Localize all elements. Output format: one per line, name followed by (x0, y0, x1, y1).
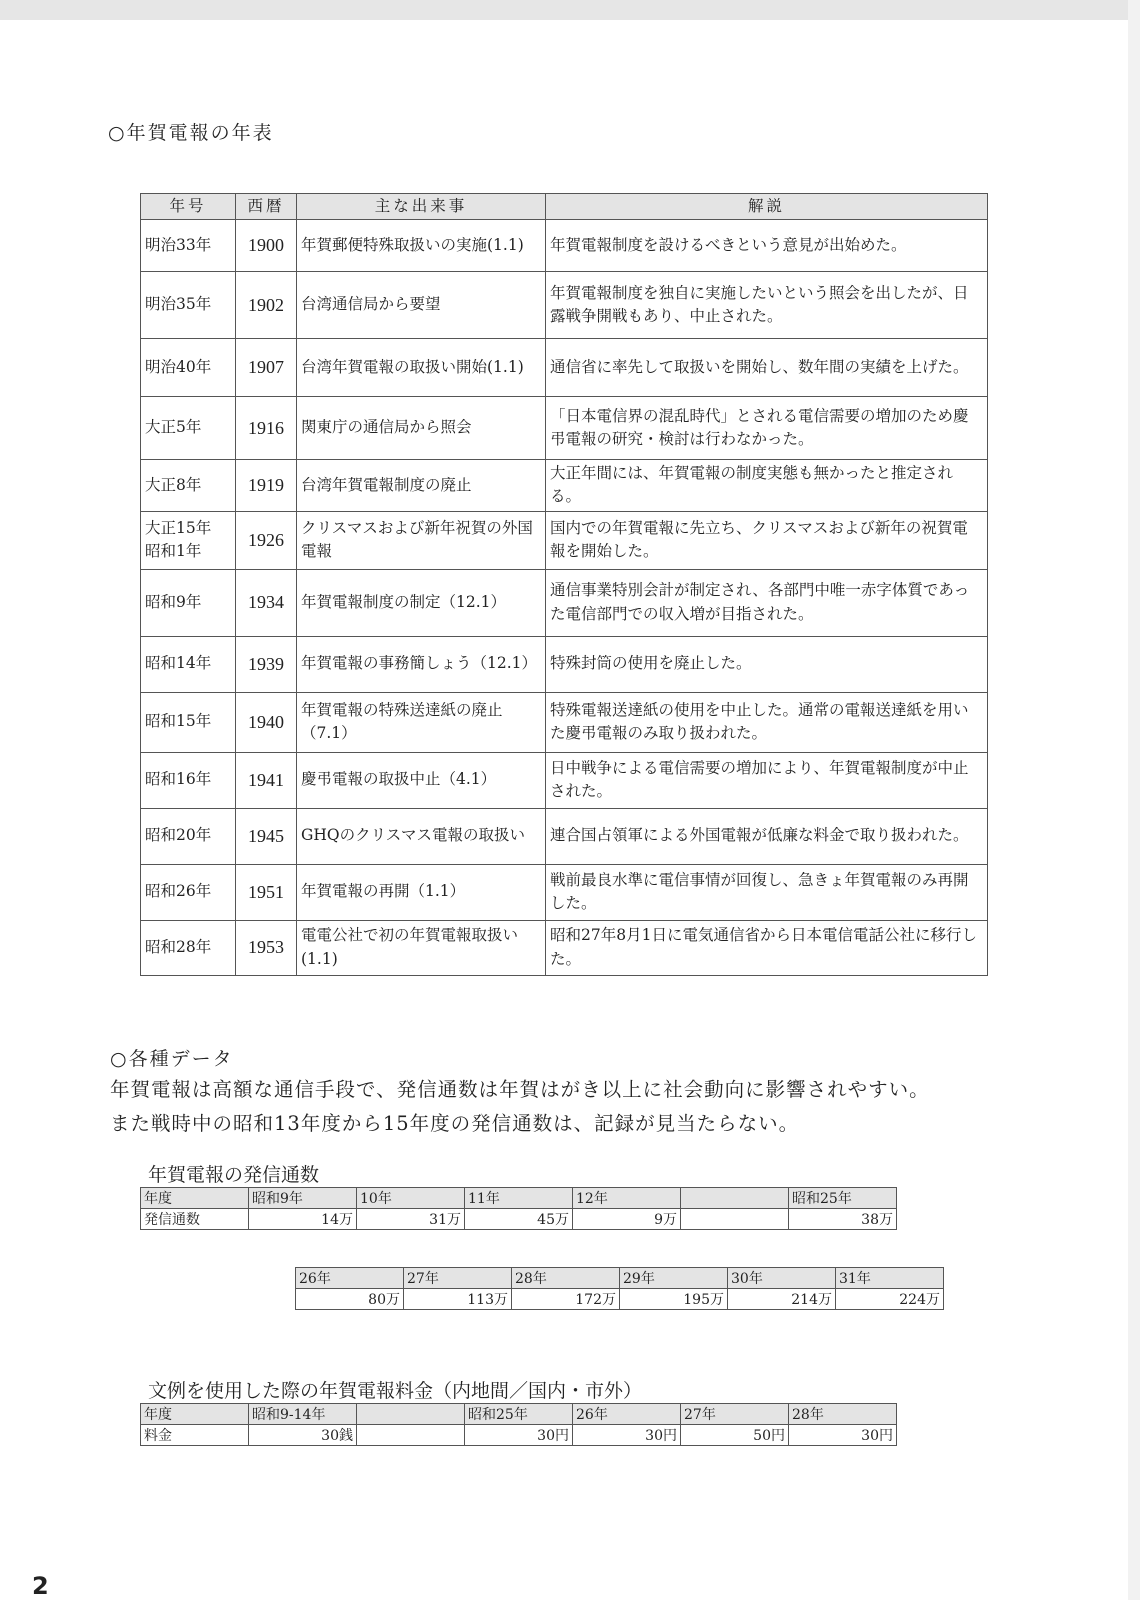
fees-value-cell: 30円 (789, 1425, 897, 1446)
fees-header-label: 年度 (141, 1404, 249, 1425)
timeline-era-cell: 昭和9年 (141, 569, 236, 636)
timeline-row (141, 272, 988, 339)
timeline-note-cell: 昭和27年8月1日に電気通信省から日本電信電話公社に移行した。 (546, 920, 988, 975)
counts-year-cell: 28年 (512, 1268, 620, 1289)
col-era: 年号 (141, 194, 236, 220)
timeline-row (141, 397, 988, 460)
fees-year-cell: 26年 (573, 1404, 681, 1425)
timeline-row (141, 511, 988, 569)
counts-year-cell: 26年 (296, 1268, 404, 1289)
col-note: 解説 (546, 194, 988, 220)
fees-value-cell: 30銭 (249, 1425, 357, 1446)
timeline-era-cell: 昭和26年 (141, 864, 236, 920)
timeline-note-cell: 特殊電報送達紙の使用を中止した。通常の電報送達紙を用いた慶弔電報のみ取り扱われた。 (546, 692, 988, 752)
counts-caption: 年賀電報の発信通数 (148, 1164, 320, 1186)
timeline-event-cell: 年賀電報の事務簡しょう（12.1） (297, 636, 546, 692)
timeline-era-cell: 昭和20年 (141, 808, 236, 864)
fees-value-cell: 30円 (573, 1425, 681, 1446)
counts-value-row (141, 1209, 897, 1230)
timeline-event-cell: 台湾年賀電報制度の廃止 (297, 460, 546, 512)
timeline-year-cell: 1941 (236, 752, 297, 808)
timeline-event-cell: 年賀電報制度の制定（12.1） (297, 569, 546, 636)
fees-value-cell (357, 1425, 465, 1446)
timeline-year-cell: 1940 (236, 692, 297, 752)
scan-right-edge (1128, 0, 1140, 1600)
timeline-era-cell: 昭和14年 (141, 636, 236, 692)
counts-year-cell: 30年 (728, 1268, 836, 1289)
timeline-row (141, 692, 988, 752)
counts-value-cell: 172万 (512, 1289, 620, 1310)
counts-value-row (296, 1289, 944, 1310)
counts-value-cell: 80万 (296, 1289, 404, 1310)
timeline-event-cell: 年賀郵便特殊取扱いの実施(1.1) (297, 220, 546, 272)
timeline-note-cell: 大正年間には、年賀電報の制度実態も無かったと推定される。 (546, 460, 988, 512)
data-paragraph-1: 年賀電報は高額な通信手段で、発信通数は年賀はがき以上に社会動向に影響されやすい。 (110, 1078, 930, 1101)
fees-year-cell: 昭和9-14年 (249, 1404, 357, 1425)
timeline-note-cell: 通信事業特別会計が制定され、各部門中唯一赤字体質であった電信部門での収入増が目指された。 (546, 569, 988, 636)
timeline-year-cell: 1953 (236, 920, 297, 975)
timeline-event-cell: 慶弔電報の取扱中止（4.1） (297, 752, 546, 808)
fees-caption: 文例を使用した際の年賀電報料金（内地間／国内・市外） (148, 1380, 643, 1402)
fees-year-row (141, 1404, 897, 1425)
counts-value-cell: 195万 (620, 1289, 728, 1310)
counts-value-label: 発信通数 (141, 1209, 249, 1230)
timeline-row (141, 460, 988, 512)
fees-year-cell: 27年 (681, 1404, 789, 1425)
timeline-era-cell: 大正15年 昭和1年 (141, 511, 236, 569)
timeline-era-cell: 大正8年 (141, 460, 236, 512)
timeline-year-cell: 1926 (236, 511, 297, 569)
counts-table-2 (295, 1267, 944, 1310)
timeline-table (140, 193, 988, 976)
timeline-note-cell: 年賀電報制度を設けるべきという意見が出始めた。 (546, 220, 988, 272)
counts-value-cell: 45万 (465, 1209, 573, 1230)
timeline-year-cell: 1907 (236, 339, 297, 397)
timeline-event-cell: 関東庁の通信局から照会 (297, 397, 546, 460)
timeline-year-cell: 1939 (236, 636, 297, 692)
counts-value-cell (681, 1209, 789, 1230)
timeline-event-cell: 台湾年賀電報の取扱い開始(1.1) (297, 339, 546, 397)
counts-year-cell: 12年 (573, 1188, 681, 1209)
counts-year-cell: 31年 (836, 1268, 944, 1289)
counts-value-cell: 224万 (836, 1289, 944, 1310)
timeline-note-cell: 戦前最良水準に電信事情が回復し、急きょ年賀電報のみ再開した。 (546, 864, 988, 920)
data-paragraph-2: また戦時中の昭和13年度から15年度の発信通数は、記録が見当たらない。 (110, 1112, 800, 1135)
counts-table-1 (140, 1187, 897, 1230)
timeline-era-cell: 昭和16年 (141, 752, 236, 808)
timeline-era-cell: 明治40年 (141, 339, 236, 397)
fees-value-row (141, 1425, 897, 1446)
timeline-year-cell: 1945 (236, 808, 297, 864)
timeline-row (141, 569, 988, 636)
timeline-year-cell: 1934 (236, 569, 297, 636)
counts-value-cell: 14万 (249, 1209, 357, 1230)
counts-year-cell: 29年 (620, 1268, 728, 1289)
timeline-year-cell: 1951 (236, 864, 297, 920)
fees-table (140, 1403, 897, 1446)
timeline-event-cell: クリスマスおよび新年祝賀の外国電報 (297, 511, 546, 569)
timeline-row (141, 220, 988, 272)
timeline-era-cell: 昭和28年 (141, 920, 236, 975)
timeline-note-cell: 「日本電信界の混乱時代」とされる電信需要の増加のため慶弔電報の研究・検討は行わなかった。 (546, 397, 988, 460)
timeline-row (141, 636, 988, 692)
counts-value-cell: 31万 (357, 1209, 465, 1230)
fees-year-cell (357, 1404, 465, 1425)
scan-top-band (0, 0, 1140, 20)
col-event: 主な出来事 (297, 194, 546, 220)
timeline-note-cell: 連合国占領軍による外国電報が低廉な料金で取り扱われた。 (546, 808, 988, 864)
timeline-era-cell: 明治35年 (141, 272, 236, 339)
counts-year-cell: 昭和9年 (249, 1188, 357, 1209)
counts-value-cell: 113万 (404, 1289, 512, 1310)
data-heading: ○各種データ (110, 1048, 234, 1070)
timeline-year-cell: 1919 (236, 460, 297, 512)
timeline-heading: ○年賀電報の年表 (108, 122, 274, 144)
timeline-note-cell: 特殊封筒の使用を廃止した。 (546, 636, 988, 692)
timeline-event-cell: 台湾通信局から要望 (297, 272, 546, 339)
timeline-note-cell: 国内での年賀電報に先立ち、クリスマスおよび新年の祝賀電報を開始した。 (546, 511, 988, 569)
timeline-row (141, 864, 988, 920)
timeline-era-cell: 昭和15年 (141, 692, 236, 752)
counts-year-cell (681, 1188, 789, 1209)
page-number: 2 (32, 1572, 49, 1600)
timeline-note-cell: 年賀電報制度を独自に実施したいという照会を出したが、日露戦争開戦もあり、中止された。 (546, 272, 988, 339)
counts-year-cell: 昭和25年 (789, 1188, 897, 1209)
timeline-note-cell: 通信省に率先して取扱いを開始し、数年間の実績を上げた。 (546, 339, 988, 397)
timeline-event-cell: GHQのクリスマス電報の取扱い (297, 808, 546, 864)
counts-header-label: 年度 (141, 1188, 249, 1209)
counts-value-cell: 214万 (728, 1289, 836, 1310)
timeline-row (141, 920, 988, 975)
timeline-row (141, 752, 988, 808)
timeline-year-cell: 1900 (236, 220, 297, 272)
fees-value-cell: 50円 (681, 1425, 789, 1446)
timeline-note-cell: 日中戦争による電信需要の増加により、年賀電報制度が中止された。 (546, 752, 988, 808)
timeline-era-cell: 明治33年 (141, 220, 236, 272)
counts-value-cell: 9万 (573, 1209, 681, 1230)
timeline-year-cell: 1902 (236, 272, 297, 339)
counts-year-cell: 27年 (404, 1268, 512, 1289)
fees-year-cell: 昭和25年 (465, 1404, 573, 1425)
timeline-year-cell: 1916 (236, 397, 297, 460)
counts-year-cell: 11年 (465, 1188, 573, 1209)
timeline-event-cell: 年賀電報の再開（1.1） (297, 864, 546, 920)
fees-value-label: 料金 (141, 1425, 249, 1446)
timeline-row (141, 339, 988, 397)
counts-year-row (296, 1268, 944, 1289)
timeline-event-cell: 電電公社で初の年賀電報取扱い(1.1) (297, 920, 546, 975)
col-year: 西暦 (236, 194, 297, 220)
fees-year-cell: 28年 (789, 1404, 897, 1425)
timeline-body (141, 220, 988, 976)
counts-value-cell: 38万 (789, 1209, 897, 1230)
timeline-event-cell: 年賀電報の特殊送達紙の廃止（7.1） (297, 692, 546, 752)
timeline-era-cell: 大正5年 (141, 397, 236, 460)
counts-year-row (141, 1188, 897, 1209)
counts-year-cell: 10年 (357, 1188, 465, 1209)
timeline-row (141, 808, 988, 864)
fees-value-cell: 30円 (465, 1425, 573, 1446)
timeline-header-row (141, 194, 988, 220)
